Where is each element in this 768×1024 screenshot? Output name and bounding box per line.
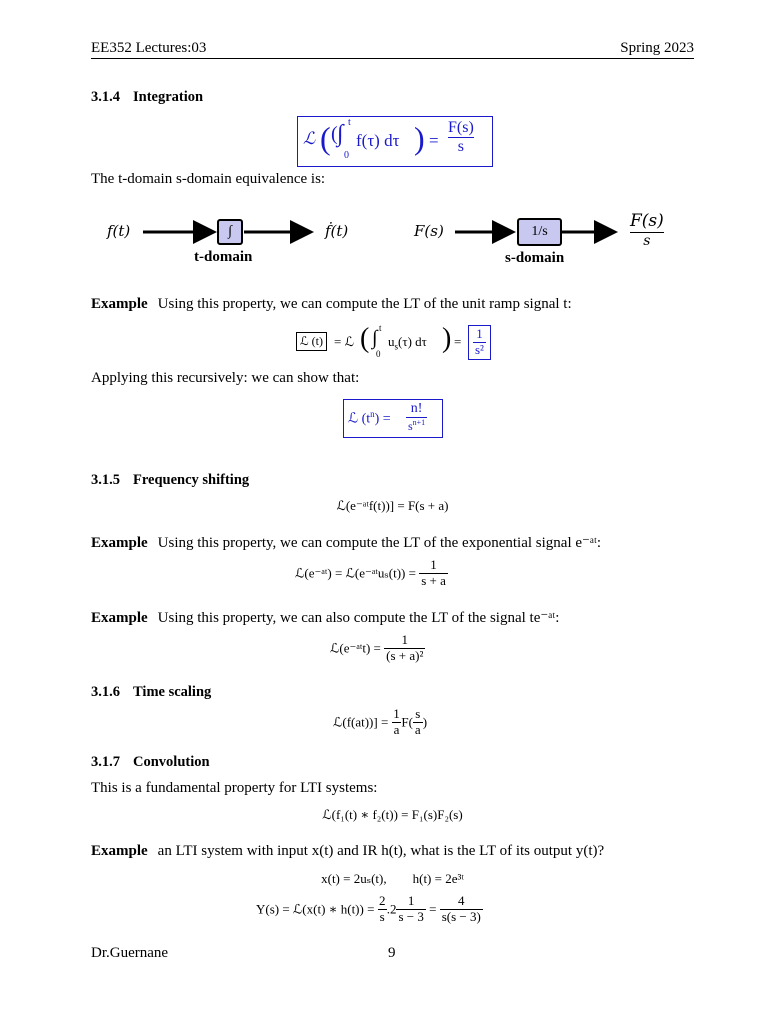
example-ramp: Example Using this property, we can compute the LT of the unit ramp signal t:: [91, 296, 572, 312]
section-number: 3.1.4: [91, 89, 120, 105]
header-left: EE352 Lectures:03: [91, 40, 207, 56]
s-domain-block: 1/s: [517, 218, 562, 246]
lti-signals-equation: x(t) = 2uₛ(t), h(t) = 2e³ᵗ: [321, 871, 464, 886]
intro-text: The t-domain s-domain equivalence is:: [91, 171, 326, 187]
page-number: 9: [388, 945, 396, 961]
section-heading-frequency-shifting: 3.1.5 Frequency shifting: [91, 472, 250, 488]
recursive-text: Applying this recursively: we can show that:: [91, 370, 360, 386]
section-heading-convolution: 3.1.7 Convolution: [91, 754, 210, 770]
s-domain-input: F(s): [414, 222, 444, 240]
ramp-equation: ℒ (t) = ℒ ( ∫ t 0 $u_s(\tau)$ dτ ) = $\frac{1}{\text{s²}}$: [296, 325, 496, 361]
convolution-equation: ℒ(f₁(t) ∗ f₂(t)) = F₁(s)F₂(s): [322, 807, 463, 822]
t-domain-input: f(t): [107, 222, 131, 240]
lower-limit: 0: [344, 150, 349, 161]
t-exponential-equation: ℒ(e⁻ᵃᵗt) = $\frac{1}{\text{(s + a)²}}$: [330, 632, 424, 663]
convolution-text: This is a fundamental property for LTI systems:: [91, 780, 378, 796]
section-title: Integration: [133, 89, 204, 105]
footer-author: Dr.Guernane: [91, 945, 169, 961]
exponential-equation: ℒ(e⁻ᵃᵗ) = ℒ(e⁻ᵃᵗuₛ(t)) = $\frac{1}{s + a}$: [295, 557, 446, 588]
laplace-symbol: ℒ: [303, 129, 316, 149]
s-domain-output: F(s) s: [630, 211, 664, 249]
integral-sign: ∫: [337, 121, 344, 147]
s-domain-caption: s-domain: [505, 250, 565, 266]
section-heading-time-scaling: 3.1.6 Time scaling: [91, 684, 212, 700]
frequency-shift-equation: ℒ(e⁻ᵃᵗf(t))] = F(s + a): [336, 498, 449, 513]
header-right: Spring 2023: [620, 40, 694, 56]
lti-output-equation: Y(s) = ℒ(x(t) ∗ h(t)) = $\frac{2}{s}$ .2 $\frac{1}{s - 3}$ = $\frac{4}{s(s - 3)}$: [256, 893, 481, 924]
t-domain-output: ḟ(t): [325, 222, 349, 240]
time-scaling-equation: ℒ(f(at))] = $\frac{1}{a}$ F( $\frac{s}{a}$ ): [333, 706, 428, 737]
recursive-formula-box: ℒ $(t^n)$ = $\frac{n!}{s^{n+1}}$: [343, 399, 443, 438]
fraction: $\frac{F(s)}{s}$: [448, 119, 474, 156]
integration-formula-box: ℒ ( ( ∫ t 0 f(τ) dτ ) = $\frac{F(s)}{s}$: [297, 116, 493, 167]
integrand: f(τ) dτ: [356, 131, 400, 150]
example-lti: Example an LTI system with input x(t) and IR h(t), what is the LT of its output y(t)?: [91, 843, 605, 859]
t-domain-integrator-block: ∫: [217, 219, 243, 245]
t-domain-caption: t-domain: [194, 249, 253, 265]
example-t-exponential: Example Using this property, we can also compute the LT of the signal te⁻ᵃᵗ:: [91, 610, 560, 626]
upper-limit: t: [348, 117, 351, 128]
example-exponential: Example Using this property, we can compute the LT of the exponential signal e⁻ᵃᵗ:: [91, 535, 602, 551]
